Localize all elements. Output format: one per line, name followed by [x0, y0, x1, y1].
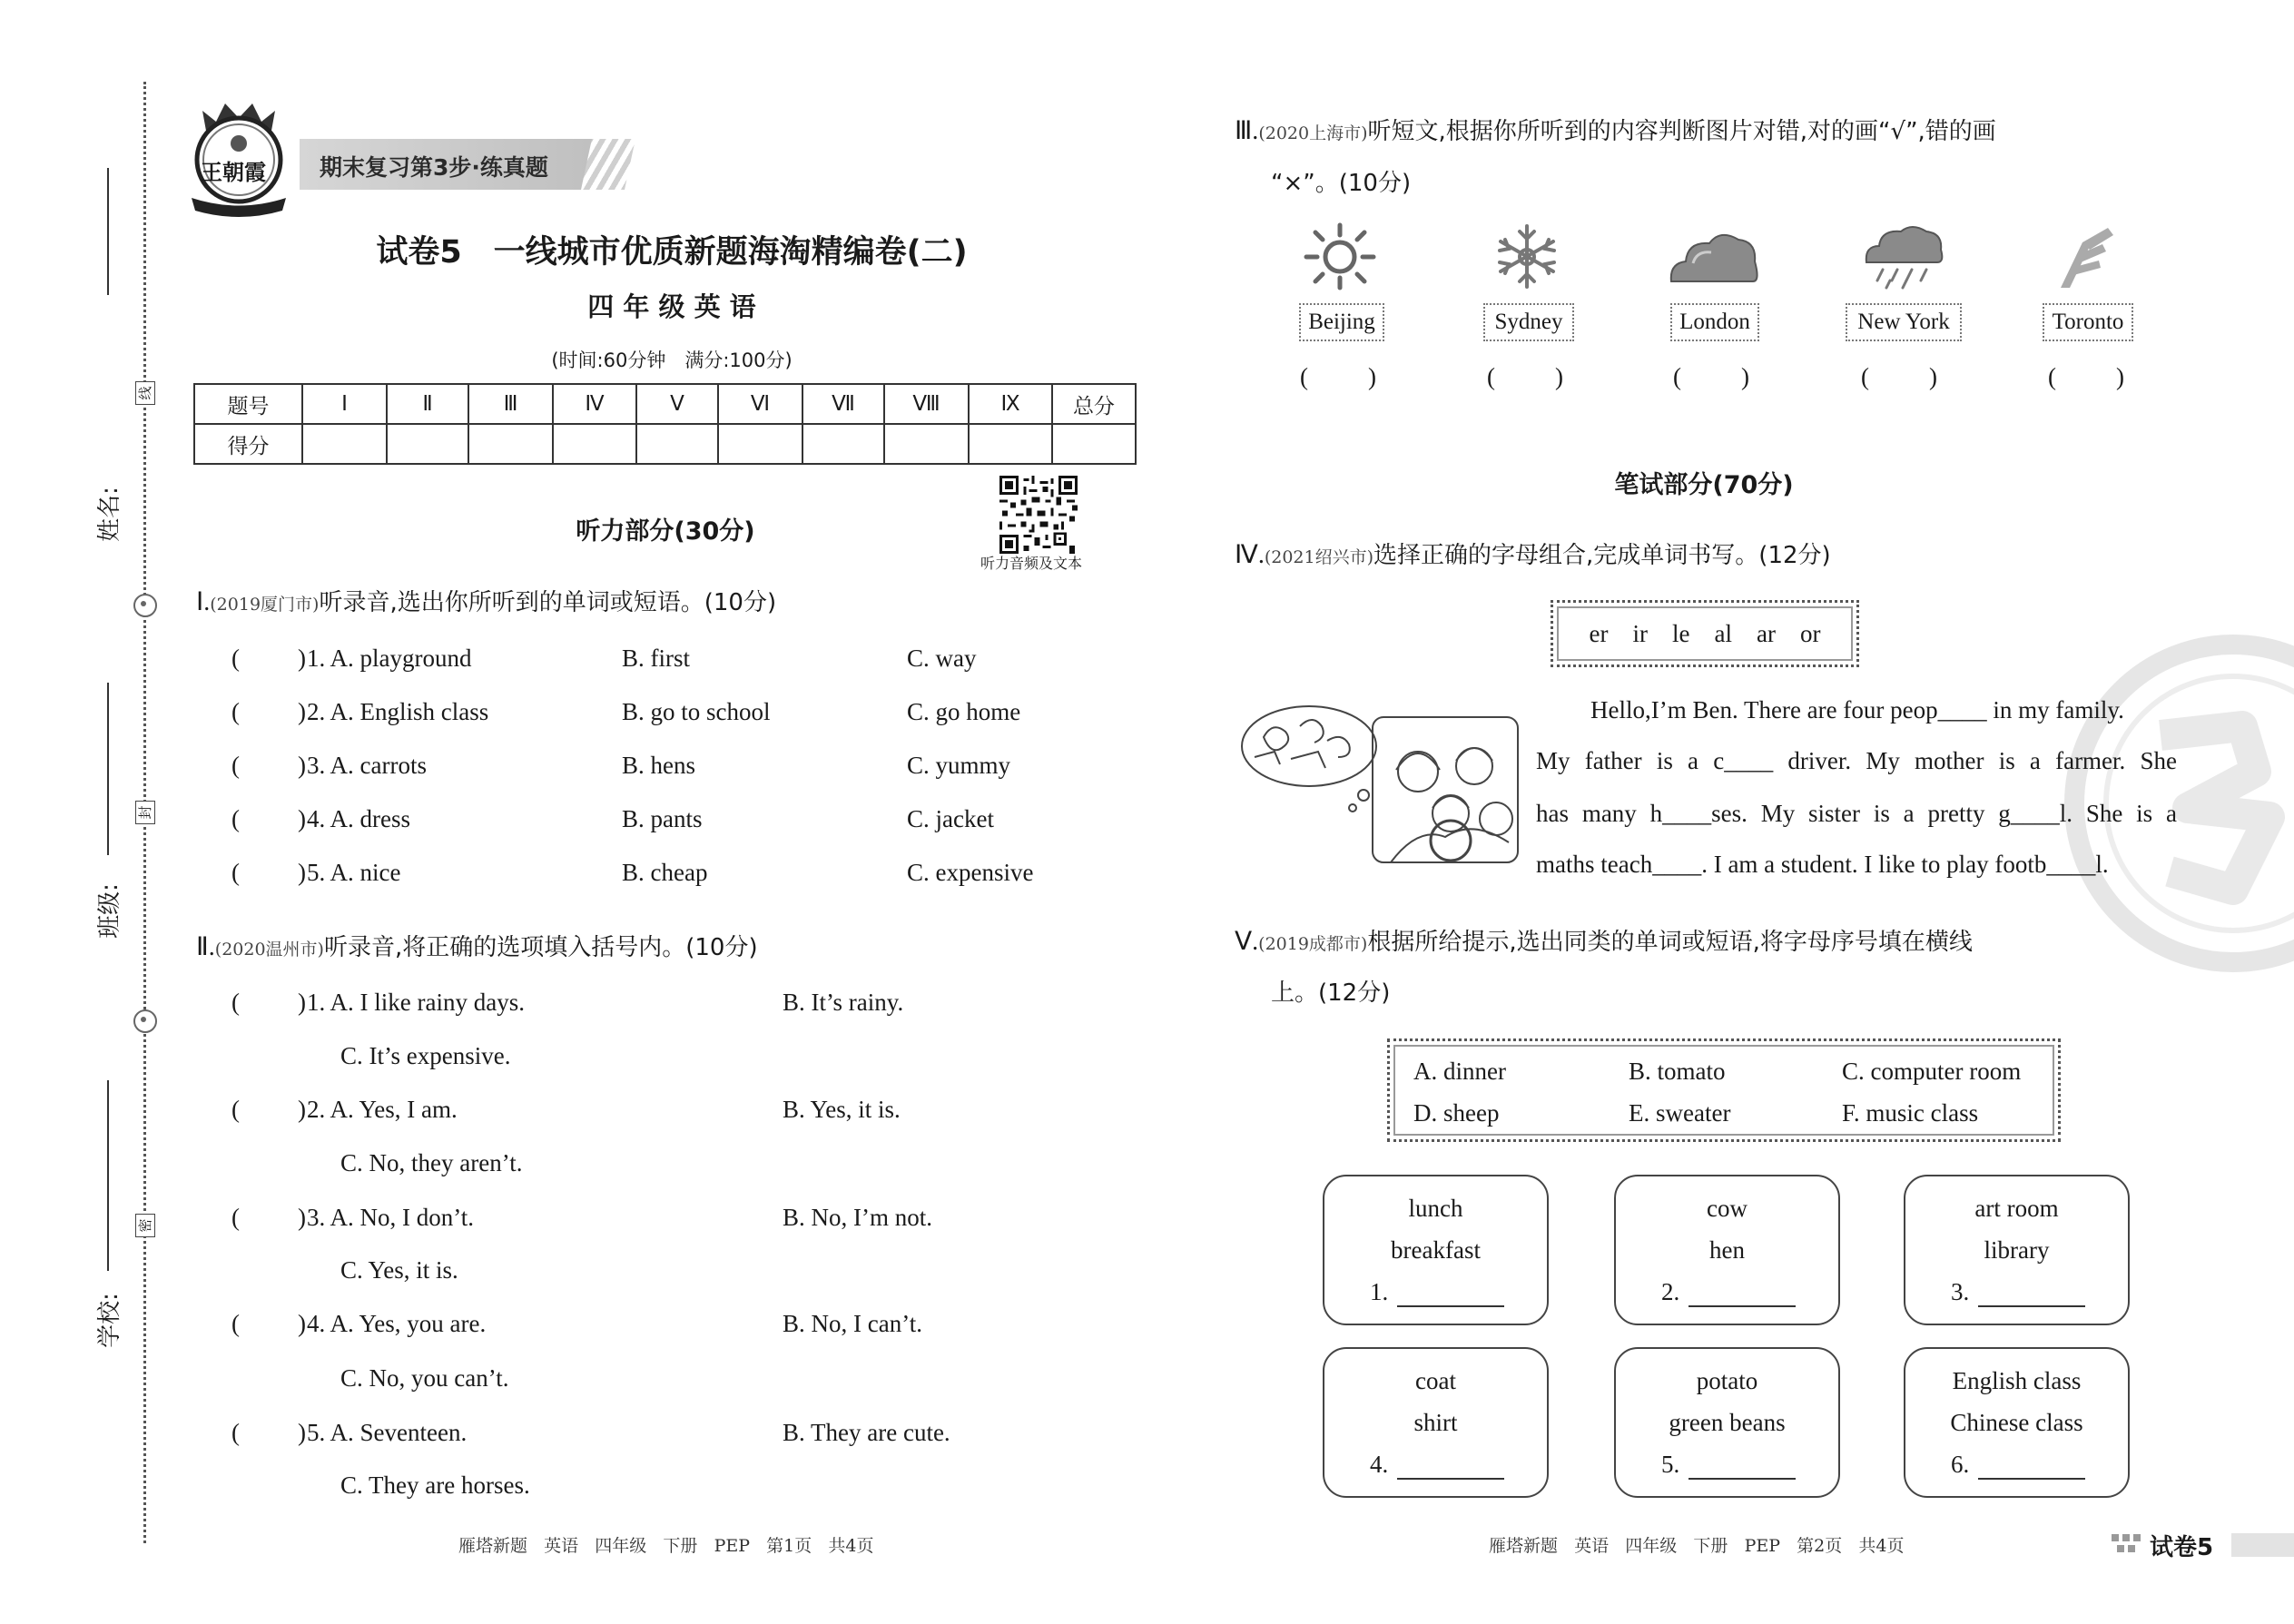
- letter-choices: er ir le al ar or: [1589, 620, 1821, 647]
- family-illustration: [1236, 701, 1523, 866]
- section4-numeral: Ⅳ.: [1235, 541, 1265, 569]
- city-label-beijing: Beijing: [1299, 303, 1384, 341]
- city-label-toronto: Toronto: [2043, 303, 2133, 341]
- score-cell[interactable]: [969, 424, 1052, 464]
- paper-subject: 四 年 级 英 语: [587, 291, 756, 322]
- table-col-1: Ⅰ: [302, 384, 387, 424]
- option-b: B. No, I’m not.: [783, 1204, 932, 1231]
- answer-paren-close[interactable]: ): [298, 1204, 306, 1231]
- answer-paren-close[interactable]: ): [298, 805, 306, 832]
- option-a: 5. A. nice: [307, 859, 401, 886]
- table-col-4: Ⅳ: [553, 384, 636, 424]
- option-a: 4. A. dress: [307, 805, 410, 832]
- exam-time-score: (时间:60分钟 满分:100分): [551, 349, 793, 371]
- table-col-6: Ⅵ: [718, 384, 802, 424]
- category-word: coat: [1415, 1367, 1456, 1394]
- class-blank-line: [107, 683, 109, 855]
- answer-number: 6.: [1951, 1451, 1970, 1478]
- category-word: breakfast: [1391, 1236, 1481, 1264]
- snowflake-icon: [1491, 222, 1563, 290]
- word-option-d: D. sheep: [1413, 1099, 1500, 1127]
- binding-hole-icon: [133, 1009, 157, 1033]
- word-option-e: E. sweater: [1629, 1099, 1731, 1127]
- answer-paren-open[interactable]: (: [231, 645, 240, 672]
- option-c: C. No, they aren’t.: [340, 1149, 523, 1176]
- option-a: 3. A. carrots: [307, 752, 427, 779]
- option-b: B. They are cute.: [783, 1419, 950, 1446]
- option-b: B. Yes, it is.: [783, 1096, 901, 1123]
- section3-source: (2020上海市): [1258, 123, 1368, 143]
- footer-page: 第1页: [766, 1536, 812, 1556]
- table-col-2: Ⅱ: [387, 384, 468, 424]
- rain-cloud-icon: [1861, 222, 1944, 291]
- answer-paren-open[interactable]: (: [231, 1419, 240, 1446]
- answer-paren-close[interactable]: ): [298, 645, 306, 672]
- category-word: cow: [1707, 1195, 1748, 1222]
- answer-paren-close[interactable]: ): [1368, 363, 1376, 390]
- logo-brand-text: 王朝霞: [201, 160, 266, 185]
- category-word: green beans: [1669, 1409, 1786, 1436]
- paper-title: 试卷5 一线城市优质新题海淘精编卷(二): [376, 234, 968, 271]
- option-a: 3. A. No, I don’t.: [307, 1204, 475, 1231]
- answer-paren-close[interactable]: ): [298, 1310, 306, 1337]
- section5-instruction-cont: 上。(12分): [1271, 979, 1391, 1007]
- passage-line-4: maths teach____. I am a student. I like to play footb____l.: [1536, 851, 2109, 878]
- footer-subject: 英语: [1574, 1536, 1610, 1556]
- category-word: hen: [1709, 1236, 1745, 1264]
- word-option-c: C. computer room: [1842, 1058, 2022, 1085]
- section2-instruction: 听录音,将正确的选项填入括号内。(10分): [323, 934, 758, 961]
- option-c: C. It’s expensive.: [340, 1042, 511, 1069]
- option-c: C. Yes, it is.: [340, 1256, 458, 1284]
- table-col-9: Ⅸ: [969, 384, 1052, 424]
- score-table: [193, 383, 1137, 465]
- option-a: 1. A. I like rainy days.: [307, 989, 525, 1016]
- answer-blank[interactable]: [1689, 1478, 1796, 1480]
- footer-left: [458, 1532, 873, 1557]
- category-word: Chinese class: [1950, 1409, 2083, 1436]
- score-cell[interactable]: [468, 424, 553, 464]
- option-b: B. cheap: [622, 859, 708, 886]
- brand-logo: [175, 91, 302, 222]
- section2-heading: [196, 933, 758, 964]
- option-a: 5. A. Seventeen.: [307, 1419, 468, 1446]
- option-a: 1. A. playground: [307, 645, 472, 672]
- section3-instruction: 听短文,根据你所听到的内容判断图片对错,对的画“√”,错的画: [1367, 118, 1996, 145]
- footer-page: 第2页: [1797, 1536, 1843, 1556]
- table-col-8: Ⅷ: [884, 384, 969, 424]
- option-c: C. yummy: [907, 752, 1011, 779]
- answer-paren-open[interactable]: (: [231, 989, 240, 1016]
- category-word: library: [1984, 1236, 2050, 1264]
- answer-paren-close[interactable]: ): [1741, 363, 1749, 390]
- category-word: shirt: [1413, 1409, 1458, 1436]
- option-b: B. pants: [622, 805, 703, 832]
- answer-paren-open[interactable]: (: [231, 805, 240, 832]
- score-cell[interactable]: [1052, 424, 1136, 464]
- footer-term: 下册: [1693, 1536, 1728, 1556]
- option-c: C. way: [907, 645, 977, 672]
- footer-subject: 英语: [544, 1536, 579, 1556]
- footer-series: 雁塔新题: [458, 1536, 528, 1556]
- answer-blank[interactable]: [1689, 1305, 1796, 1307]
- option-c: C. go home: [907, 698, 1021, 725]
- stage-banner: 期末复习第3步·练真题: [320, 154, 548, 181]
- answer-paren-close[interactable]: ): [298, 752, 306, 779]
- category-word: English class: [1952, 1367, 2082, 1394]
- footer-grade: 四年级: [1625, 1536, 1678, 1556]
- section3-instruction-cont: “×”。(10分): [1271, 170, 1412, 197]
- category-box: [1323, 1175, 1549, 1325]
- option-c: C. expensive: [907, 859, 1034, 886]
- section1-instruction: 听录音,选出你所听到的单词或短语。(10分): [319, 589, 777, 616]
- city-label-london: London: [1670, 303, 1759, 341]
- section4-source: (2021绍兴市): [1264, 547, 1374, 567]
- seal-mark-seal: 封: [135, 801, 155, 824]
- category-box: [1904, 1175, 2130, 1325]
- passage-line-1: Hello,I’m Ben. There are four peop____ in my family.: [1590, 696, 2124, 723]
- option-c: C. No, you can’t.: [340, 1364, 509, 1392]
- word-option-f: F. music class: [1842, 1099, 1979, 1127]
- score-cell[interactable]: [302, 424, 387, 464]
- answer-paren-close[interactable]: ): [1929, 363, 1937, 390]
- footer-total: 共4页: [828, 1536, 874, 1556]
- answer-paren-open[interactable]: (: [1487, 363, 1495, 390]
- score-cell[interactable]: [553, 424, 636, 464]
- score-table-header-row: [194, 384, 1136, 424]
- answer-paren-close[interactable]: ): [298, 1419, 306, 1446]
- score-cell[interactable]: [387, 424, 468, 464]
- footer-edition: PEP: [714, 1536, 751, 1556]
- passage-line-2: My father is a c____ driver. My mother is a farmer. She: [1536, 747, 2177, 774]
- answer-paren-close[interactable]: ): [298, 1096, 306, 1123]
- answer-paren-close[interactable]: ): [298, 989, 306, 1016]
- section5-numeral: Ⅴ.: [1235, 928, 1259, 956]
- table-header-label: 题号: [194, 384, 302, 424]
- sun-icon: [1304, 222, 1376, 290]
- category-word: art room: [1974, 1195, 2059, 1222]
- wind-icon: [2050, 224, 2122, 290]
- word-option-a: A. dinner: [1413, 1058, 1506, 1085]
- answer-number: 1.: [1370, 1278, 1389, 1305]
- footer-right: [1489, 1532, 1904, 1557]
- option-b: B. No, I can’t.: [783, 1310, 922, 1337]
- section5-source: (2019成都市): [1258, 934, 1368, 954]
- answer-paren-close[interactable]: ): [2116, 363, 2124, 390]
- seal-mark-secret: 密: [135, 1214, 155, 1237]
- answer-number: 5.: [1661, 1451, 1680, 1478]
- category-box: [1904, 1347, 2130, 1498]
- passage-line-3: has many h____ses. My sister is a pretty g____l. She is a: [1536, 800, 2177, 827]
- answer-paren-open[interactable]: (: [231, 859, 240, 886]
- cloud-icon: [1666, 227, 1760, 287]
- answer-paren-open[interactable]: (: [2048, 363, 2056, 390]
- answer-paren-open[interactable]: (: [231, 1310, 240, 1337]
- footer-edition: PEP: [1744, 1536, 1781, 1556]
- score-cell[interactable]: [718, 424, 802, 464]
- category-word: lunch: [1408, 1195, 1463, 1222]
- answer-blank[interactable]: [1978, 1478, 2085, 1480]
- footer-total: 共4页: [1858, 1536, 1905, 1556]
- answer-number: 3.: [1951, 1278, 1970, 1305]
- writing-heading: 笔试部分(70分): [1614, 471, 1794, 499]
- option-b: B. first: [622, 645, 691, 672]
- footer-series: 雁塔新题: [1489, 1536, 1559, 1556]
- table-score-label: 得分: [194, 424, 302, 464]
- class-label: 班级:: [95, 883, 123, 939]
- section1-source: (2019厦门市): [210, 595, 320, 615]
- table-col-5: Ⅴ: [636, 384, 718, 424]
- section4-instruction: 选择正确的字母组合,完成单词书写。(12分): [1373, 542, 1831, 569]
- answer-number: 2.: [1661, 1278, 1680, 1305]
- corner-squares-icon: [2112, 1534, 2144, 1556]
- category-word: potato: [1696, 1367, 1758, 1394]
- answer-paren-close[interactable]: ): [1555, 363, 1563, 390]
- answer-paren-open[interactable]: (: [1300, 363, 1308, 390]
- qr-code[interactable]: [999, 476, 1078, 554]
- option-a: 2. A. English class: [307, 698, 489, 725]
- section1-heading: [196, 588, 776, 619]
- table-col-3: Ⅲ: [468, 384, 553, 424]
- section2-source: (2020温州市): [214, 940, 324, 960]
- answer-paren-open[interactable]: (: [231, 752, 240, 779]
- name-label: 姓名:: [95, 487, 123, 542]
- city-label-new-york: New York: [1846, 303, 1962, 341]
- section3-heading: [1235, 117, 1996, 148]
- score-cell[interactable]: [884, 424, 969, 464]
- answer-paren-open[interactable]: (: [231, 1204, 240, 1231]
- answer-paren-open[interactable]: (: [231, 698, 240, 725]
- city-label-sydney: Sydney: [1483, 303, 1574, 341]
- word-option-b: B. tomato: [1629, 1058, 1726, 1085]
- answer-paren-close[interactable]: ): [298, 859, 306, 886]
- section5-heading: [1235, 928, 1973, 959]
- score-cell[interactable]: [802, 424, 884, 464]
- binding-hole-icon: [133, 594, 157, 617]
- answer-paren-open[interactable]: (: [1861, 363, 1869, 390]
- answer-blank[interactable]: [1397, 1478, 1504, 1480]
- score-table-score-row: [194, 424, 1136, 464]
- school-label: 学校:: [95, 1293, 123, 1348]
- option-b: B. It’s rainy.: [783, 989, 904, 1016]
- corner-bar: [2231, 1533, 2294, 1557]
- listening-heading: 听力部分(30分): [576, 517, 755, 546]
- section1-numeral: Ⅰ.: [196, 588, 211, 616]
- section3-numeral: Ⅲ.: [1235, 117, 1259, 145]
- table-col-total: 总分: [1052, 384, 1136, 424]
- option-b: B. hens: [622, 752, 695, 779]
- footer-term: 下册: [663, 1536, 698, 1556]
- category-box: [1323, 1347, 1549, 1498]
- category-box: [1614, 1347, 1840, 1498]
- option-a: 2. A. Yes, I am.: [307, 1096, 458, 1123]
- footer-grade: 四年级: [595, 1536, 647, 1556]
- section2-numeral: Ⅱ.: [196, 933, 215, 961]
- answer-blank[interactable]: [1978, 1305, 2085, 1307]
- answer-paren-open[interactable]: (: [231, 1096, 240, 1123]
- category-box: [1614, 1175, 1840, 1325]
- option-c: C. jacket: [907, 805, 994, 832]
- paper-tag: 试卷5: [2150, 1534, 2214, 1561]
- answer-paren-close[interactable]: ): [298, 698, 306, 725]
- seal-mark-line: 线: [135, 381, 155, 405]
- school-blank-line: [107, 1080, 109, 1271]
- score-cell[interactable]: [636, 424, 718, 464]
- answer-blank[interactable]: [1397, 1305, 1504, 1307]
- qr-caption: 听力音频及文本: [980, 555, 1083, 572]
- name-blank-line: [107, 168, 109, 295]
- answer-paren-open[interactable]: (: [1673, 363, 1681, 390]
- section5-instruction: 根据所给提示,选出同类的单词或短语,将字母序号填在横线: [1367, 929, 1973, 956]
- option-a: 4. A. Yes, you are.: [307, 1310, 487, 1337]
- option-c: C. They are horses.: [340, 1471, 530, 1499]
- section4-heading: [1235, 541, 1831, 572]
- table-col-7: Ⅶ: [802, 384, 884, 424]
- answer-number: 4.: [1370, 1451, 1389, 1478]
- option-b: B. go to school: [622, 698, 771, 725]
